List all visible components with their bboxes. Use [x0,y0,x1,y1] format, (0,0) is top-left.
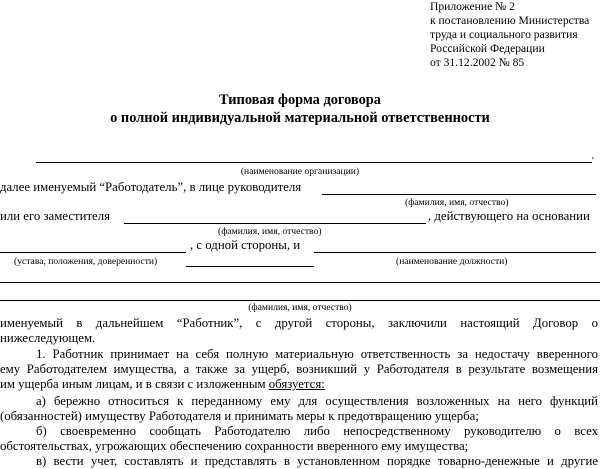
clause-b-line-1: б) своевременно сообщать Работодателю либо непосредственному руководителю о всех [36,424,598,438]
document-title-line-1: Типовая форма договора [219,92,381,108]
intro-paragraph-line-1: именуемый в дальнейшем “Работник”, с другой стороны, заключили настоящий Договор о [0,316,598,330]
clause-a-line-2: (обязанностей) имуществу Работодателя и принимать меры к предотвращению ущерба; [0,409,479,423]
clause-1-line-3-text: им ущерба иным лицам, и в связи с изложенным [0,377,266,391]
clause-c-line-1: в) вести учет, составлять и представлять в установленном порядке товарно-денежные и другие [36,454,598,468]
deputy-prefix: или его заместителя [0,209,110,223]
one-side-text: , с одной стороны, и [190,238,301,252]
appendix-line-2: к постановлению Министерства [430,14,590,27]
position-caption: (наименование должности) [396,256,508,267]
obligates-underlined: обязуется: [268,377,325,391]
appendix-line-5: от 31.12.2002 № 85 [430,56,525,69]
clause-1-line-1: 1. Работник принимает на себя полную материальную ответственность за недостачу вверенного [36,347,598,361]
employee-line-2 [0,300,600,301]
organization-name-line [36,162,592,163]
line-end-tick: ' [592,156,594,167]
deputy-name-caption: (фамилия, имя, отчество) [218,226,322,237]
employee-line-1 [0,282,600,283]
deputy-name-line [124,223,426,224]
caption-divider-line [186,266,314,267]
organization-caption: (наименование организации) [240,166,360,177]
intro-paragraph-line-2: нижеследующем. [0,331,96,345]
clause-a-line-1: а) бережно относиться к переданному ему для осуществления возложенных на него функций [36,394,598,408]
position-line [314,252,596,253]
charter-caption: (устава, положения, доверенности) [14,256,158,267]
employee-name-caption: (фамилия, имя, отчество) [248,302,352,313]
appendix-line-4: Российской Федерации [430,42,545,55]
appendix-line-1: Приложение № 2 [430,0,515,13]
clause-1-line-2: ему Работодателем имущества, а также за ущерб, возникший у Работодателя в результате возмещения [0,362,598,376]
document-title-line-2: о полной индивидуальной материальной ответственности [110,110,490,126]
basis-document-line [0,252,186,253]
employer-prefix: далее именуемый “Работодатель”, в лице руководителя [0,180,302,194]
appendix-line-3: труда и социального развития [430,28,578,41]
clause-1-line-3 [0,377,325,392]
employer-head-line [322,194,596,195]
clause-b-line-2: обстоятельствах, угрожающих обеспечению сохранности вверенного ему имущества; [0,439,469,453]
employer-head-caption: (фамилия, имя, отчество) [405,197,509,208]
acting-basis-text: , действующего на основании [428,209,590,223]
